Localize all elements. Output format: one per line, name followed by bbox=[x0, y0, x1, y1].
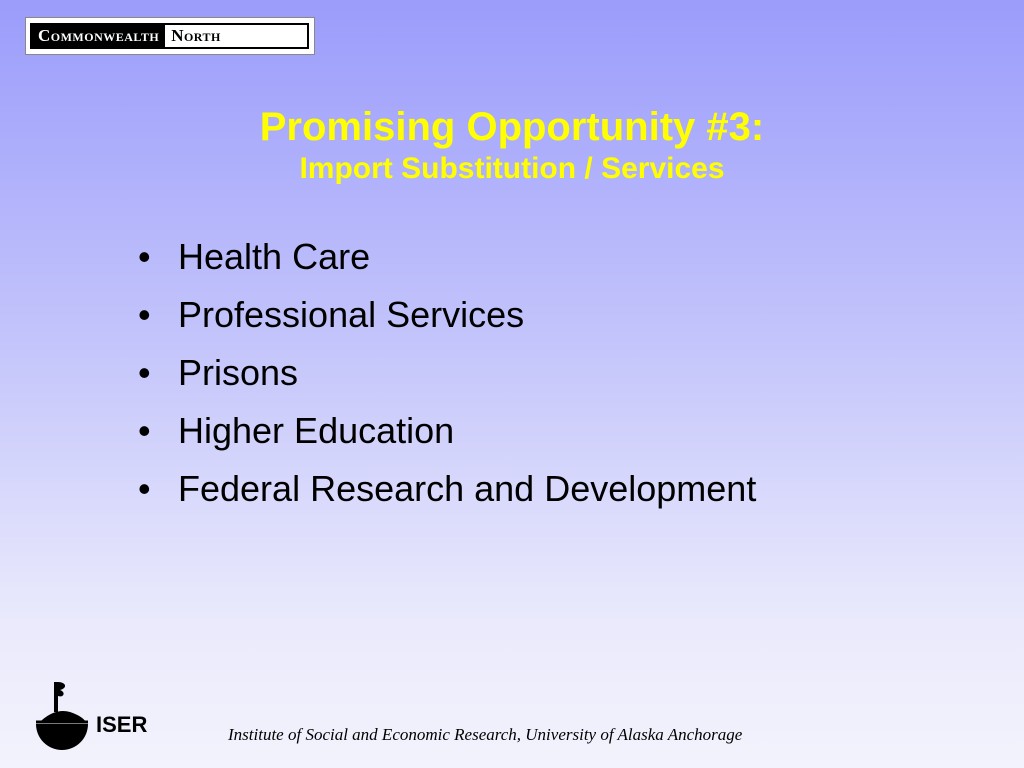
commonwealth-north-logo bbox=[25, 17, 315, 55]
list-item-text: Prisons bbox=[178, 352, 299, 393]
logo-left-text: Commonwealth bbox=[32, 25, 165, 47]
list-item bbox=[138, 228, 756, 286]
iser-logo bbox=[30, 676, 150, 756]
list-item-text: Health Care bbox=[178, 236, 371, 277]
slide-subtitle: Import Substitution / Services bbox=[299, 152, 725, 185]
logo-frame bbox=[30, 23, 309, 49]
list-item bbox=[138, 460, 756, 518]
bullet-icon: • bbox=[138, 352, 151, 393]
list-item-text: Higher Education bbox=[178, 410, 455, 451]
bullet-list bbox=[138, 228, 756, 518]
list-item bbox=[138, 344, 756, 402]
list-item bbox=[138, 286, 756, 344]
bullet-icon: • bbox=[138, 294, 151, 335]
iser-text: ISER bbox=[96, 712, 148, 737]
iser-emblem-icon bbox=[30, 676, 150, 756]
bullet-icon: • bbox=[138, 236, 151, 277]
bullet-icon: • bbox=[138, 468, 151, 509]
footer-text: Institute of Social and Economic Research, University of Alaska Anchorage bbox=[228, 725, 743, 744]
list-item-text: Federal Research and Development bbox=[178, 468, 757, 509]
bullet-icon: • bbox=[138, 410, 151, 451]
list-item bbox=[138, 402, 756, 460]
slide-title: Promising Opportunity #3: bbox=[259, 105, 765, 149]
slide-title-block bbox=[0, 104, 1024, 188]
logo-right-text: North bbox=[165, 25, 227, 47]
list-item-text: Professional Services bbox=[178, 294, 525, 335]
